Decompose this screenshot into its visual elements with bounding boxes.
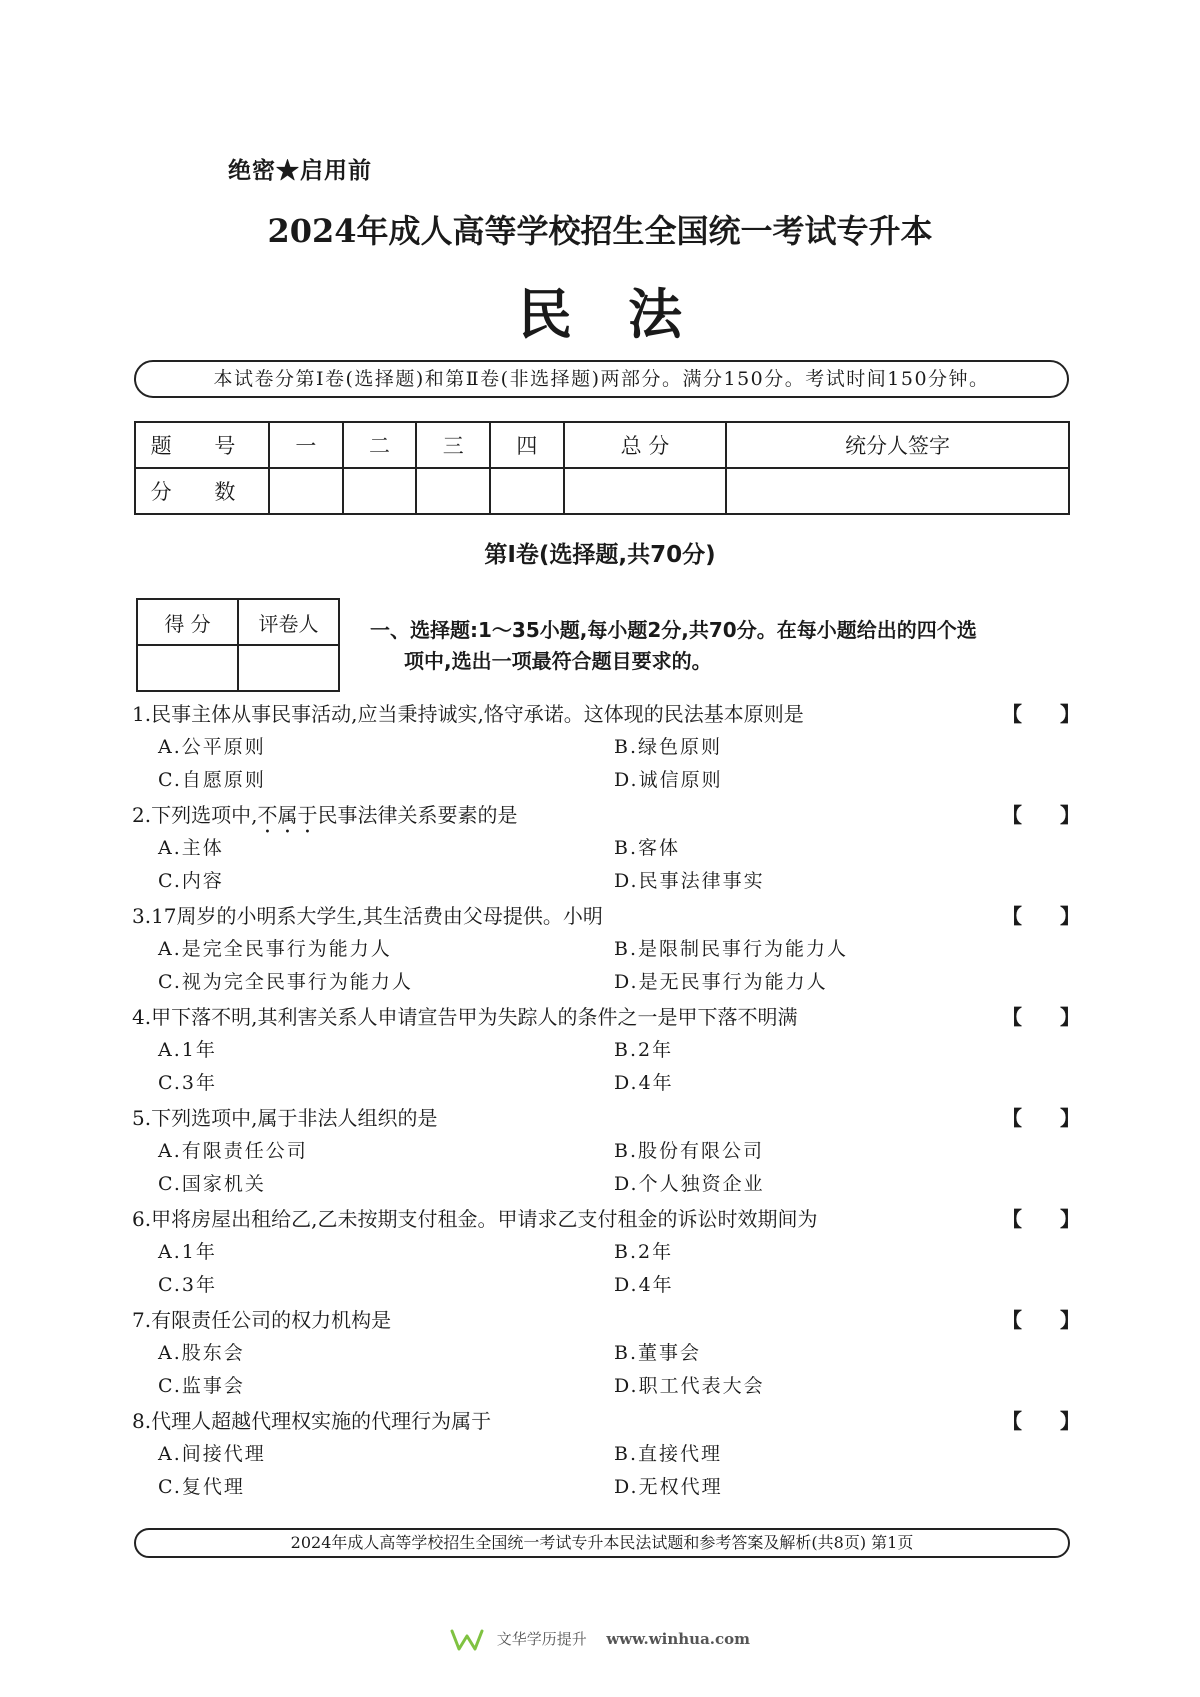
answer-bracket[interactable]: 【 】 — [1002, 1106, 1080, 1130]
option-c: C.国家机关 — [158, 1173, 266, 1195]
option-c: C.自愿原则 — [158, 769, 266, 791]
watermark-brand: 文华学历提升 — [496, 1630, 587, 1648]
score-cell-2: 二 — [343, 422, 417, 468]
option-b: B.股份有限公司 — [614, 1140, 765, 1162]
confidential-mark: 绝密★启用前 — [228, 157, 372, 184]
option-d: D.民事法律事实 — [614, 870, 765, 892]
question-stem: 3.17周岁的小明系大学生,其生活费由父母提供。小明 — [132, 904, 603, 928]
section-instructions — [370, 615, 1070, 677]
grader-name-cell[interactable] — [238, 645, 339, 691]
exam-title: 2024年成人高等学校招生全国统一考试专升本 — [267, 212, 933, 250]
question-6 — [132, 1202, 1080, 1302]
question-3 — [132, 899, 1080, 999]
part-one-title: 第Ⅰ卷(选择题,共70分) — [484, 542, 716, 568]
score-cell-3: 三 — [416, 422, 490, 468]
score-cell-label: 题 号 — [135, 422, 269, 468]
option-b: B.客体 — [614, 837, 681, 859]
section-instructions-line1: 一、选择题:1～35小题,每小题2分,共70分。在每小题给出的四个选 — [370, 618, 977, 642]
answer-bracket[interactable]: 【 】 — [1002, 1207, 1080, 1231]
question-1 — [132, 697, 1080, 797]
question-stem-prefix: 2.下列选项中, — [132, 803, 258, 827]
option-d: D.4年 — [614, 1072, 674, 1094]
option-a: A.是完全民事行为能力人 — [158, 938, 392, 960]
question-stem: 7.有限责任公司的权力机构是 — [132, 1308, 392, 1332]
question-5 — [132, 1101, 1080, 1201]
question-4 — [132, 1000, 1080, 1100]
score-cell-4: 四 — [490, 422, 564, 468]
score-value-cell[interactable] — [726, 468, 1069, 514]
question-stem-emphasis: 不属于 — [257, 803, 318, 827]
option-c: C.3年 — [158, 1274, 217, 1296]
option-b: B.绿色原则 — [614, 736, 723, 758]
score-table-header-row — [135, 422, 1069, 468]
grader-score-label: 得 分 — [137, 599, 238, 645]
score-value-cell[interactable] — [343, 468, 417, 514]
exam-notice: 本试卷分第Ⅰ卷(选择题)和第Ⅱ卷(非选择题)两部分。满分150分。考试时间150分钟。 — [134, 360, 1069, 398]
grader-score-cell[interactable] — [137, 645, 238, 691]
score-value-cell[interactable] — [416, 468, 490, 514]
option-c: C.3年 — [158, 1072, 217, 1094]
answer-bracket[interactable]: 【 】 — [1002, 1005, 1080, 1029]
watermark-url[interactable]: www.winhua.com — [606, 1630, 751, 1648]
option-d: D.4年 — [614, 1274, 674, 1296]
question-2 — [132, 798, 1080, 898]
option-c: C.内容 — [158, 870, 224, 892]
answer-bracket[interactable]: 【 】 — [1002, 803, 1080, 827]
option-a: A.股东会 — [158, 1342, 245, 1364]
question-stem: 6.甲将房屋出租给乙,乙未按期支付租金。甲请求乙支付租金的诉讼时效期间为 — [132, 1207, 818, 1231]
option-d: D.职工代表大会 — [614, 1375, 765, 1397]
option-b: B.直接代理 — [614, 1443, 723, 1465]
score-table-value-row — [135, 468, 1069, 514]
option-b: B.2年 — [614, 1241, 674, 1263]
option-a: A.公平原则 — [158, 736, 266, 758]
option-a: A.1年 — [158, 1039, 217, 1061]
question-8 — [132, 1404, 1080, 1504]
option-b: B.董事会 — [614, 1342, 702, 1364]
option-c: C.复代理 — [158, 1476, 245, 1498]
option-d: D.诚信原则 — [614, 769, 723, 791]
answer-bracket[interactable]: 【 】 — [1002, 1308, 1080, 1332]
grader-table — [136, 598, 340, 692]
page-footer: 2024年成人高等学校招生全国统一考试专升本民法试题和参考答案及解析(共8页) 第1页 — [134, 1528, 1070, 1558]
question-stem: 8.代理人超越代理权实施的代理行为属于 — [132, 1409, 492, 1433]
option-a: A.间接代理 — [158, 1443, 266, 1465]
score-cell-total: 总 分 — [564, 422, 726, 468]
score-cell-1: 一 — [269, 422, 343, 468]
grader-name-label: 评卷人 — [238, 599, 339, 645]
question-7 — [132, 1303, 1080, 1403]
option-b: B.2年 — [614, 1039, 674, 1061]
option-d: D.无权代理 — [614, 1476, 723, 1498]
option-a: A.主体 — [158, 837, 224, 859]
option-c: C.视为完全民事行为能力人 — [158, 971, 413, 993]
option-a: A.有限责任公司 — [158, 1140, 308, 1162]
option-d: D.个人独资企业 — [614, 1173, 765, 1195]
question-stem-suffix: 民事法律关系要素的是 — [317, 803, 518, 827]
question-stem: 5.下列选项中,属于非法人组织的是 — [132, 1106, 438, 1130]
score-row-label: 分 数 — [135, 468, 269, 514]
question-stem: 4.甲下落不明,其利害关系人申请宣告甲为失踪人的条件之一是甲下落不明满 — [132, 1005, 798, 1029]
answer-bracket[interactable]: 【 】 — [1002, 702, 1080, 726]
option-c: C.监事会 — [158, 1375, 245, 1397]
option-b: B.是限制民事行为能力人 — [614, 938, 849, 960]
score-cell-signature: 统分人签字 — [726, 422, 1069, 468]
section-instructions-line2: 项中,选出一项最符合题目要求的。 — [404, 649, 712, 673]
score-table — [134, 421, 1070, 515]
score-value-cell[interactable] — [564, 468, 726, 514]
option-d: D.是无民事行为能力人 — [614, 971, 828, 993]
option-a: A.1年 — [158, 1241, 217, 1263]
answer-bracket[interactable]: 【 】 — [1002, 1409, 1080, 1433]
watermark — [0, 1628, 1200, 1652]
score-value-cell[interactable] — [490, 468, 564, 514]
winhua-logo-icon — [450, 1628, 484, 1652]
subject-title: 民法 — [518, 282, 738, 346]
score-value-cell[interactable] — [269, 468, 343, 514]
question-stem: 1.民事主体从事民事活动,应当秉持诚实,恪守承诺。这体现的民法基本原则是 — [132, 702, 804, 726]
answer-bracket[interactable]: 【 】 — [1002, 904, 1080, 928]
